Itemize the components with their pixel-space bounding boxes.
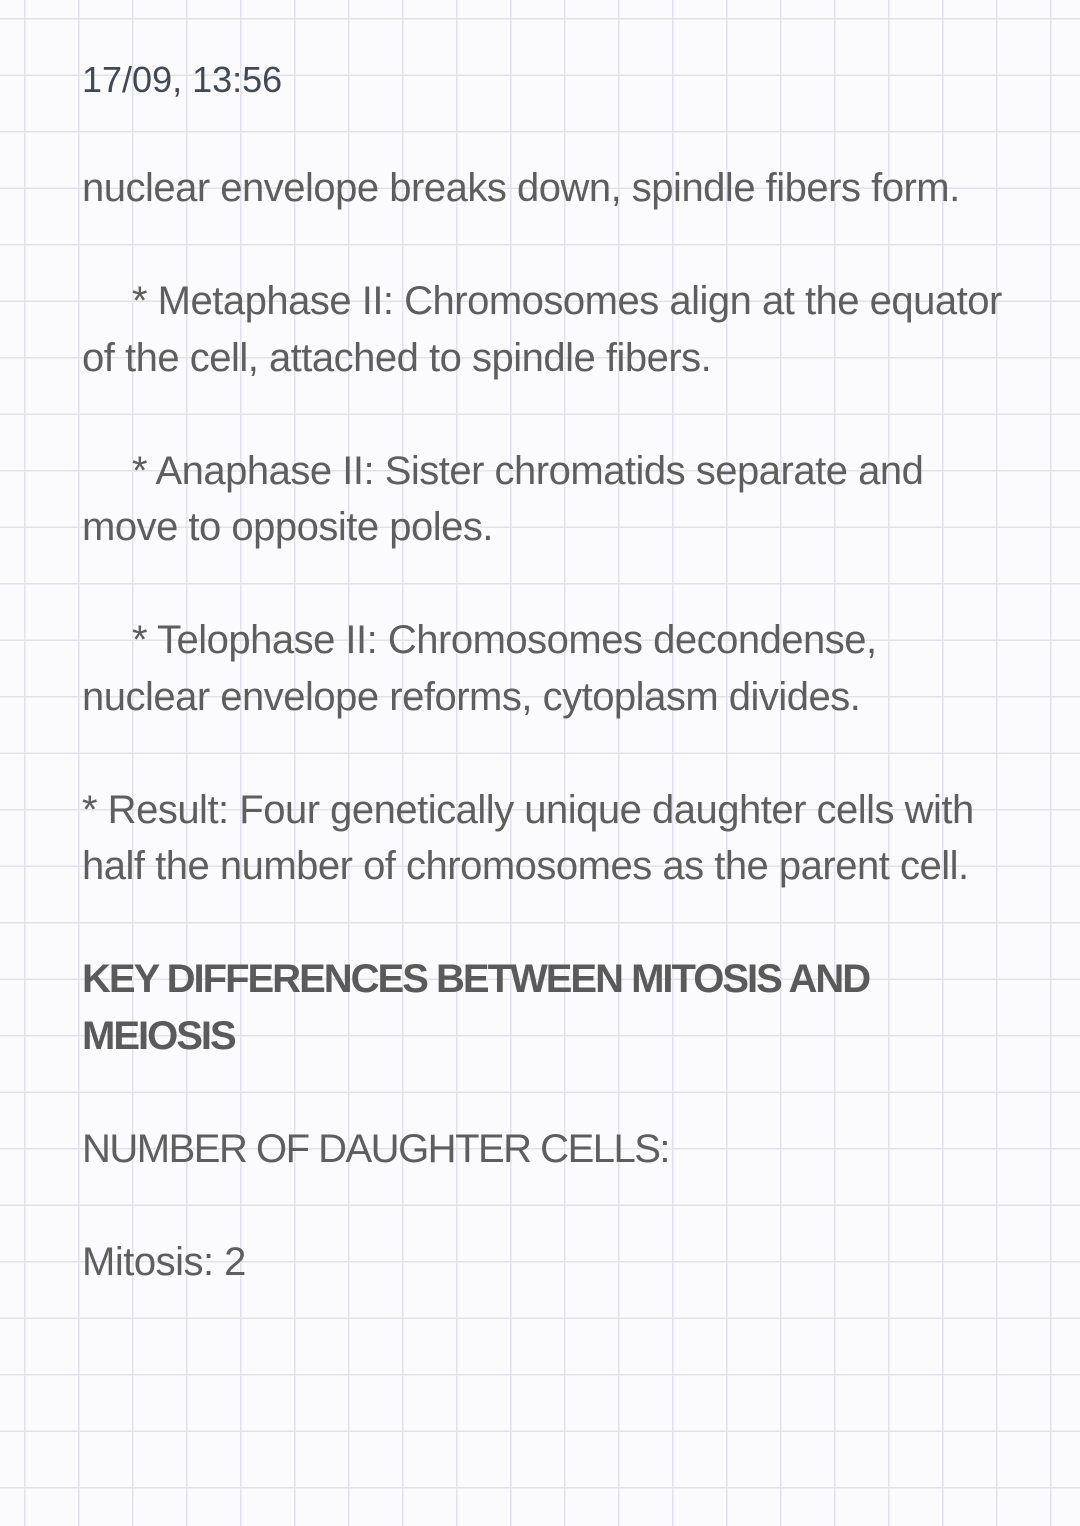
note-body[interactable] — [82, 160, 1002, 1290]
result-bullet: * Result: Four genetically unique daughter cells with half the number of chromosomes as the parent cell. — [82, 787, 974, 888]
telophase-ii-bullet — [82, 612, 1002, 725]
telophase-ii-text: * Telophase II: Chromosomes decondense, nuclear envelope reforms, cytoplasm divides. — [82, 618, 877, 719]
mitosis-count: Mitosis: 2 — [82, 1239, 246, 1284]
note-timestamp: 17/09, 13:56 — [82, 59, 283, 100]
anaphase-ii-bullet — [82, 443, 1002, 556]
anaphase-ii-text: * Anaphase II: Sister chromatids separate and move to opposite poles. — [82, 448, 924, 549]
section-heading: KEY DIFFERENCES BETWEEN MITOSIS AND MEIOSIS — [82, 957, 870, 1058]
metaphase-ii-text: * Metaphase II: Chromosomes align at the equator of the cell, attached to spindle fibers. — [82, 279, 1002, 380]
prophase-continuation-text: nuclear envelope breaks down, spindle fibers form. — [82, 166, 960, 210]
metaphase-ii-bullet — [82, 273, 1002, 386]
subheading-daughter-cells: NUMBER OF DAUGHTER CELLS: — [82, 1126, 670, 1171]
